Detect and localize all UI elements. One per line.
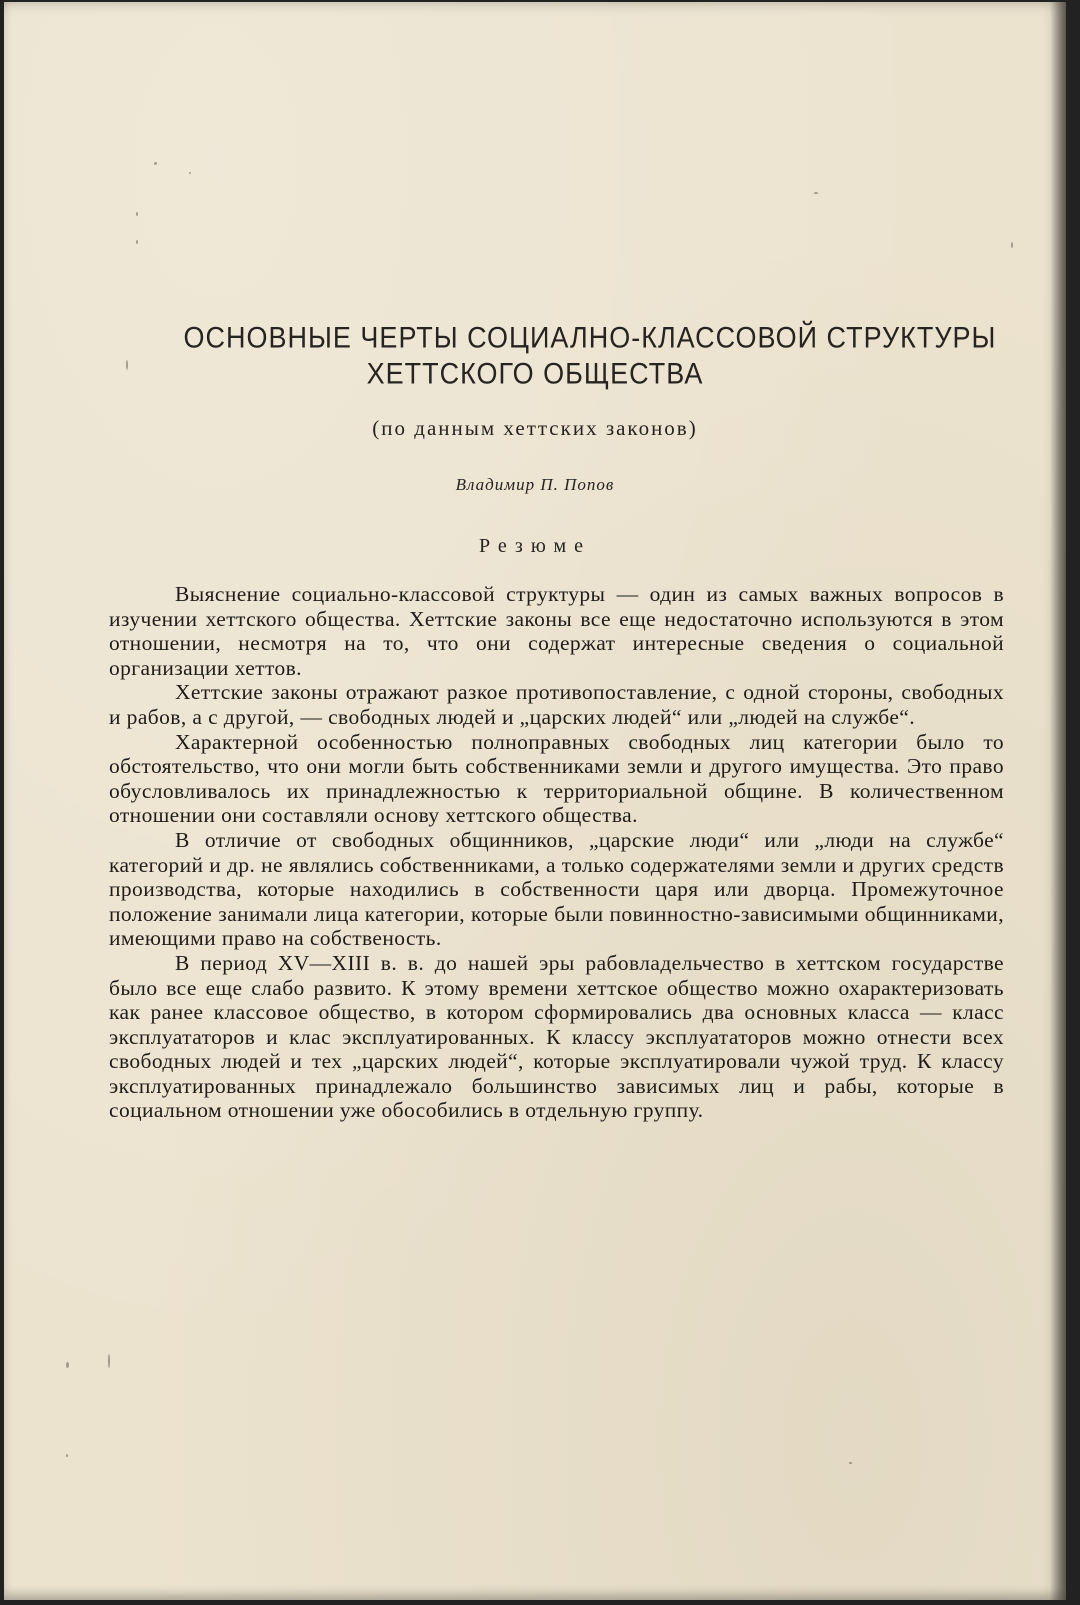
paper-speck [814, 192, 818, 194]
paragraph: Выяснение социально-классовой структуры — один из самых важных вопросов в изучении хеттского общества. Хеттские законы все еще недостаточно используются в этом отношении, несмотря на то, что они содержат интересные сведения о социальной организации хеттов. [109, 582, 1004, 680]
paper-speck [136, 212, 138, 216]
paper-speck [66, 1454, 68, 1457]
author-name: Владимир П. Попов [455, 475, 615, 494]
paragraph: В отличие от свободных общинников, „царские люди“ или „люди на службе“ категорий и др. не являлись собственниками, а только содержателями земли и других средств производства, которые находились в собственности царя или дворца. Промежуточное положение занимали лица категории, которые были повинностно-зависимыми общинниками, имеющими право на собственость. [109, 827, 1004, 951]
paper-speck [136, 240, 138, 244]
paper-speck [1011, 242, 1013, 248]
resume-body [109, 582, 1004, 1123]
paper-speck [849, 1462, 852, 1464]
article-header [4, 320, 1066, 558]
resume-heading: Резюме [478, 535, 592, 557]
paper-speck [108, 1354, 110, 1368]
paragraph: В период XV—XIII в. в. до нашей эры рабовладельчество в хеттском государстве было все еще слабо развито. К этому времени хеттское общество можно охарактеризовать как ранее классовое общество, в котором сформировались два основных класса — класс эксплуататоров и клас эксплуатированных. К классу эксплуататоров можно отнести всех свободных людей и тех „царских людей“, которые эксплуатировали чужой труд. К классу эксплуатированных принадлежало большинство зависимых лиц и рабы, которые в социальном отношении уже обособились в отдельную группу. [109, 950, 1004, 1123]
article-title-line-1: ОСНОВНЫЕ ЧЕРТЫ СОЦИАЛНО-КЛАССОВОЙ СТРУКТУРЫ [183, 321, 997, 355]
article-title-line-2: ХЕТТСКОГО ОБЩЕСТВА [366, 357, 704, 391]
article-subtitle: (по данным хеттских законов) [372, 416, 698, 440]
paragraph: Характерной особенностью полноправных свободных лиц категории было то обстоятельство, что они могли быть собственниками земли и другого имущества. Это право обусловливалось их принадлежностью к территориальной общине. В количественном отношении они составляли основу хеттского общества. [109, 729, 1004, 828]
paragraph: Хеттские законы отражают разкое противопоставление, с одной стороны, свободных и рабов, а с другой, — свободных людей и „царских людей“ или „людей на службе“. [109, 680, 1004, 729]
paper-speck [189, 172, 191, 174]
paper-speck [66, 1362, 69, 1368]
scanned-page [4, 2, 1066, 1600]
page-edge-shadow [1050, 2, 1066, 1600]
paper-speck [154, 162, 157, 165]
